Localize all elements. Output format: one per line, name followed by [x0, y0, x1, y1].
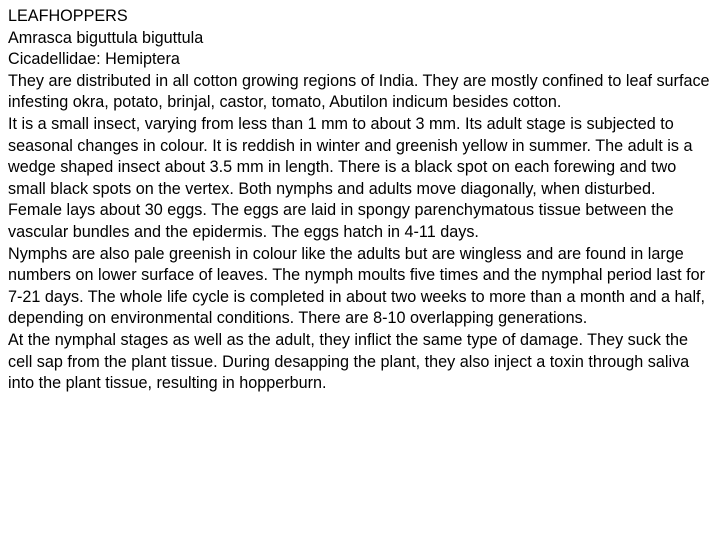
paragraph-nymphs: Nymphs are also pale greenish in colour like the adults but are wingless and are found in large numbers on lower surface of leaves. The nymph moults five times and the nymphal period last for 7-21 days. The whole life cycle is completed in about two weeks to more than a month and a half, depending on environmental conditions. There are 8-10 overlapping generations. [8, 244, 706, 328]
paragraph-description: It is a small insect, varying from less than 1 mm to about 3 mm. Its adult stage is subjected to seasonal changes in colour. It is reddish in winter and greenish yellow in summer. The adult is a wedge shaped insect about 3.5 mm in length. There is a black spot on each forewing and two small black spots on the vertex. Both nymphs and adults move diagonally, when disturbed. [8, 114, 693, 198]
paragraph-distribution: They are distributed in all cotton growing regions of India. They are mostly confined to leaf surface infesting okra, potato, brinjal, castor, tomato, Abutilon indicum besides cotton. [8, 71, 710, 112]
family-order: Cicadellidae: Hemiptera [8, 50, 180, 69]
species-name: Amrasca biguttula biguttula [8, 28, 204, 47]
heading-title: LEAFHOPPERS [8, 7, 128, 25]
paragraph-damage: At the nymphal stages as well as the adult, they inflict the same type of damage. They suck the cell sap from the plant tissue. During desapping the plant, they also inject a toxin through saliva into the plant tissue, resulting in hopperburn. [8, 330, 690, 393]
paragraph-eggs: Female lays about 30 eggs. The eggs are laid in spongy parenchymatous tissue between the vascular bundles and the epidermis. The eggs hatch in 4-11 days. [8, 201, 674, 241]
slide-text-body [8, 6, 714, 395]
